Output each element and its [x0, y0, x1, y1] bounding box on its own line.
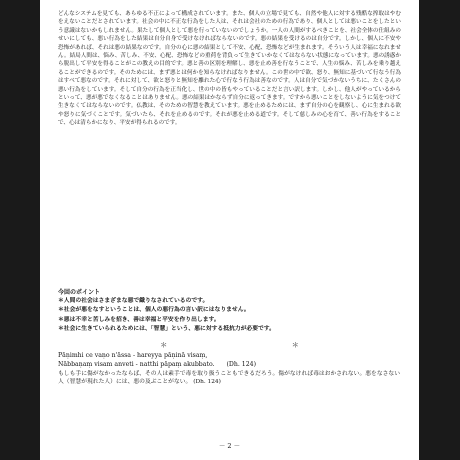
verse-text: Nābbaṇaṃ visam anveti - natthi pāpaṃ akubbato.: [58, 360, 215, 368]
point-item: ＊悪は不幸と苦しみを招き、善は幸福と平安を作り出します。: [58, 316, 220, 323]
translation-text: もしも手に傷がなかったならば、その人は素手で毒を取り扱うこともできるだろう。傷がなければ毒はおかされない。悪をなさない人（智慧が現れた人）には、悪の及ぶことがない。: [58, 370, 401, 386]
verse-citation: (Dh. 124): [226, 360, 257, 368]
separator-star: ＊: [291, 340, 299, 349]
point-item: ＊人間の社会はさまざまな悪で織りなされているのです。: [58, 298, 209, 304]
document-page: [40, 0, 419, 460]
section-separator: [58, 340, 401, 350]
verse-line: [58, 360, 401, 369]
pali-verse: [58, 351, 401, 369]
separator-star: ＊: [160, 340, 168, 349]
verse-translation: [58, 370, 401, 387]
page-number: － 2 －: [218, 442, 241, 450]
body-paragraph: どんなシステムを見ても、あらゆる不正によって構成されています。また、個人の立場で見ても、自然や他人に対する残酷な搾取はやむをえないことだとされています。社会の中に不正な行為をした人は、それは会社のための行為であり、個人としては悪いことをしたという意識はないかもしれません。果たして個人として悪を行っていないのでしょうか。一人の人間がするべきことを、社会全体の仕組みのせいにしても、悪い行為をした結果は自分自身で受けなければならないのです。悪の結果を受けるのは自分です。しかし、個人に不安や恐怖があれば、それは悪の結果なのです。自分の心に悪の結果として不安、心配、恐怖などが生まれます。そういう人は幸福になれません。結局人間は、悩み、苦しみ、不安、心配、恐怖などの重荷を背負って生きていかなくてはならない状態になっています。悪の誘惑から脱出して平安を得ることがこの教えの目的です。悪と善の区別を理解し、悪を止め善を行なうことで、人生の悩み、苦しみを乗り越えることができるのです。そのためには、まず悪とは何かを知らなければなりません。この世の中で欲、怒り、無知に基づいて行なう行為はすべて悪なのです。それに対して、欲と怒りと無知を離れた心で行なう行為は善なのです。人は自分で気づかないうちに、たくさんの悪い行為をしています。そして自分の行為を正当化し、世の中の皆もやっていることだと言い訳します。しかし、他人がやっているからといって、悪が悪でなくなることはありません。悪の結果はかならず自分に返ってきます。ですから悪いことをしないように気をつけて生きなくてはならないのです。仏教は、そのための智慧を教えています。悪を止めるためには、まず自分の心を観察し、心に生まれる欲や怒りに気づくことです。気づいたら、それを止めるのです。それが悪を止める道です。そして慈しみの心を育て、善い行為をすることで、心は清らかになり、平安が得られるのです。: [58, 11, 401, 127]
translation-citation: (Dh. 124): [193, 379, 221, 386]
points-list: [58, 297, 401, 335]
point-item: ＊社会が悪をなすということは、個人の悪行為の言い訳にはなりません。: [58, 307, 250, 314]
points-heading: 今回のポイント: [58, 289, 101, 296]
point-item: ＊社会に生きていられるためには、「智慧」という、悪に対する抵抗力が必要です。: [58, 326, 275, 333]
verse-line: Pāṇimhi ce vaṇo n'āssa - hareyya pāṇinā visaṃ,: [58, 351, 208, 359]
